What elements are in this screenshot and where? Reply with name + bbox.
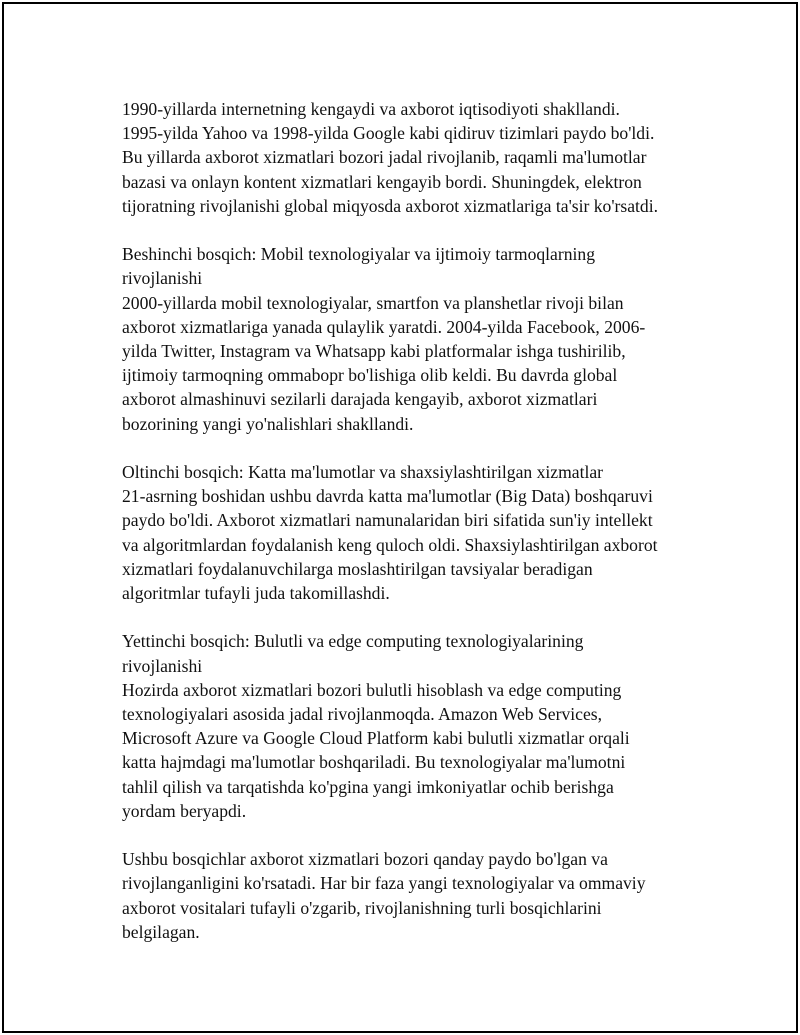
paragraph-conclusion: [122, 847, 692, 944]
section-heading: Beshinchi bosqich: Mobil texnologiyalar va ijtimoiy tarmoqlarning: [122, 244, 596, 265]
text-line: Bu yillarda axborot xizmatlari bozori jadal rivojlanib, raqamli ma'lumotlar: [122, 147, 647, 168]
text-line: ijtimoiy tarmoqning ommabopr bo'lishiga olib keldi. Bu davrda global: [122, 365, 618, 386]
text-line: yordam beryapdi.: [122, 800, 247, 821]
text-line: Microsoft Azure va Google Cloud Platform kabi bulutli xizmatlar orqali: [122, 728, 630, 749]
text-line: 21-asrning boshidan ushbu davrda katta ma'lumotlar (Big Data) boshqaruvi: [122, 486, 653, 507]
text-line: axborot almashinuvi sezilarli darajada kengayib, axborot xizmatlari: [122, 389, 598, 410]
text-line: 2000-yillarda mobil texnologiyalar, smartfon va planshetlar rivoji bilan: [122, 292, 624, 313]
section-heading: rivojlanishi: [122, 268, 203, 289]
section-heading: Yettinchi bosqich: Bulutli va edge computing texnologiyalarining: [122, 631, 584, 652]
text-line: Ushbu bosqichlar axborot xizmatlari bozori qanday paydo bo'lgan va: [122, 849, 608, 870]
paragraph-seventh-stage: [122, 629, 692, 823]
paragraph-internet-era: [122, 97, 692, 218]
paragraph-sixth-stage: [122, 460, 692, 605]
text-line: rivojlanganligini ko'rsatadi. Har bir faza yangi texnologiyalar va ommaviy: [122, 873, 646, 894]
text-line: algoritmlar tufayli juda takomillashdi.: [122, 583, 390, 604]
document-body: [122, 97, 692, 944]
text-line: Hozirda axborot xizmatlari bozori bulutli hisoblash va edge computing: [122, 679, 622, 700]
text-line: yilda Twitter, Instagram va Whatsapp kabi platformalar ishga tushirilib,: [122, 341, 626, 362]
section-heading: rivojlanishi: [122, 655, 203, 676]
text-line: axborot xizmatlariga yanada qulaylik yaratdi. 2004-yilda Facebook, 2006-: [122, 316, 646, 337]
text-line: xizmatlari foydalanuvchilarga moslashtirilgan tavsiyalar beradigan: [122, 558, 593, 579]
text-line: katta hajmdagi ma'lumotlar boshqariladi. Bu texnologiyalar ma'lumotni: [122, 752, 626, 773]
text-line: belgilagan.: [122, 921, 200, 942]
text-line: va algoritmlardan foydalanish keng quloch oldi. Shaxsiylashtirilgan axborot: [122, 534, 658, 555]
page-frame: [2, 2, 798, 1033]
text-line: 1990-yillarda internetning kengaydi va axborot iqtisodiyoti shakllandi.: [122, 99, 620, 119]
text-line: axborot vositalari tufayli o'zgarib, rivojlanishning turli bosqichlarini: [122, 897, 602, 918]
text-line: paydo bo'ldi. Axborot xizmatlari namunalaridan biri sifatida sun'iy intellekt: [122, 510, 653, 531]
text-line: texnologiyalari asosida jadal rivojlanmoqda. Amazon Web Services,: [122, 704, 603, 725]
text-line: bozorining yangi yo'nalishlari shakllandi.: [122, 413, 414, 434]
text-line: 1995-yilda Yahoo va 1998-yilda Google kabi qidiruv tizimlari paydo bo'ldi.: [122, 123, 655, 144]
text-line: tijoratning rivojlanishi global miqyosda axborot xizmatlariga ta'sir ko'rsatdi.: [122, 195, 658, 216]
text-line: tahlil qilish va tarqatishda ko'pgina yangi imkoniyatlar ochib berishga: [122, 776, 614, 797]
paragraph-fifth-stage: [122, 242, 692, 436]
text-line: bazasi va onlayn kontent xizmatlari kengayib bordi. Shuningdek, elektron: [122, 171, 642, 192]
section-heading: Oltinchi bosqich: Katta ma'lumotlar va shaxsiylashtirilgan xizmatlar: [122, 462, 604, 483]
